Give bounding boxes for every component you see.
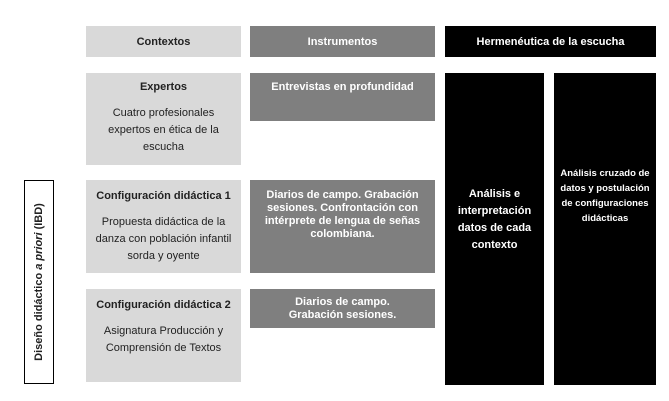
analysis-context-text: Análisis e interpretación datos de cada contexto <box>457 188 532 251</box>
analysis-cross-box <box>554 73 656 385</box>
header-instrumentos <box>250 26 435 57</box>
side-label-text-c: (IBD) <box>33 203 45 233</box>
instrument-text: Entrevistas en profundidad <box>271 81 414 93</box>
header-hermeneutica-label: Hermenéutica de la escucha <box>476 35 625 48</box>
analysis-context-box <box>445 73 544 385</box>
context-desc: Propuesta didáctica de la danza con población infantil sorda y oyente <box>95 216 232 262</box>
instrument-text: Diarios de campo. Grabación sesiones. <box>288 296 397 321</box>
side-label-box <box>24 180 54 384</box>
side-label-text-italic: a priori <box>33 232 45 270</box>
instrument-box-2 <box>250 180 435 273</box>
header-instrumentos-label: Instrumentos <box>307 35 378 48</box>
analysis-cross-text: Análisis cruzado de datos y postulación de configuraciones didácticas <box>560 168 650 224</box>
header-contextos <box>86 26 241 57</box>
side-label <box>33 203 45 361</box>
context-title: Expertos <box>139 81 188 93</box>
instrument-box-1 <box>250 73 435 121</box>
context-title: Configuración didáctica 2 <box>96 299 231 311</box>
context-box-expertos <box>86 73 241 165</box>
context-box-config-1 <box>86 180 241 273</box>
side-label-text-a: Diseño didáctico <box>33 269 45 361</box>
header-contextos-label: Contextos <box>136 35 191 48</box>
instrument-box-3 <box>250 289 435 328</box>
instrument-text: Diarios de campo. Grabación sesiones. Confrontación con intérprete de lengua de señas colombiana. <box>264 189 421 240</box>
context-desc: Asignatura Producción y Comprensión de Textos <box>103 325 224 354</box>
header-hermeneutica <box>445 26 656 57</box>
context-title: Configuración didáctica 1 <box>96 190 231 202</box>
context-desc: Cuatro profesionales expertos en ética de la escucha <box>108 107 219 153</box>
context-box-config-2 <box>86 289 241 382</box>
